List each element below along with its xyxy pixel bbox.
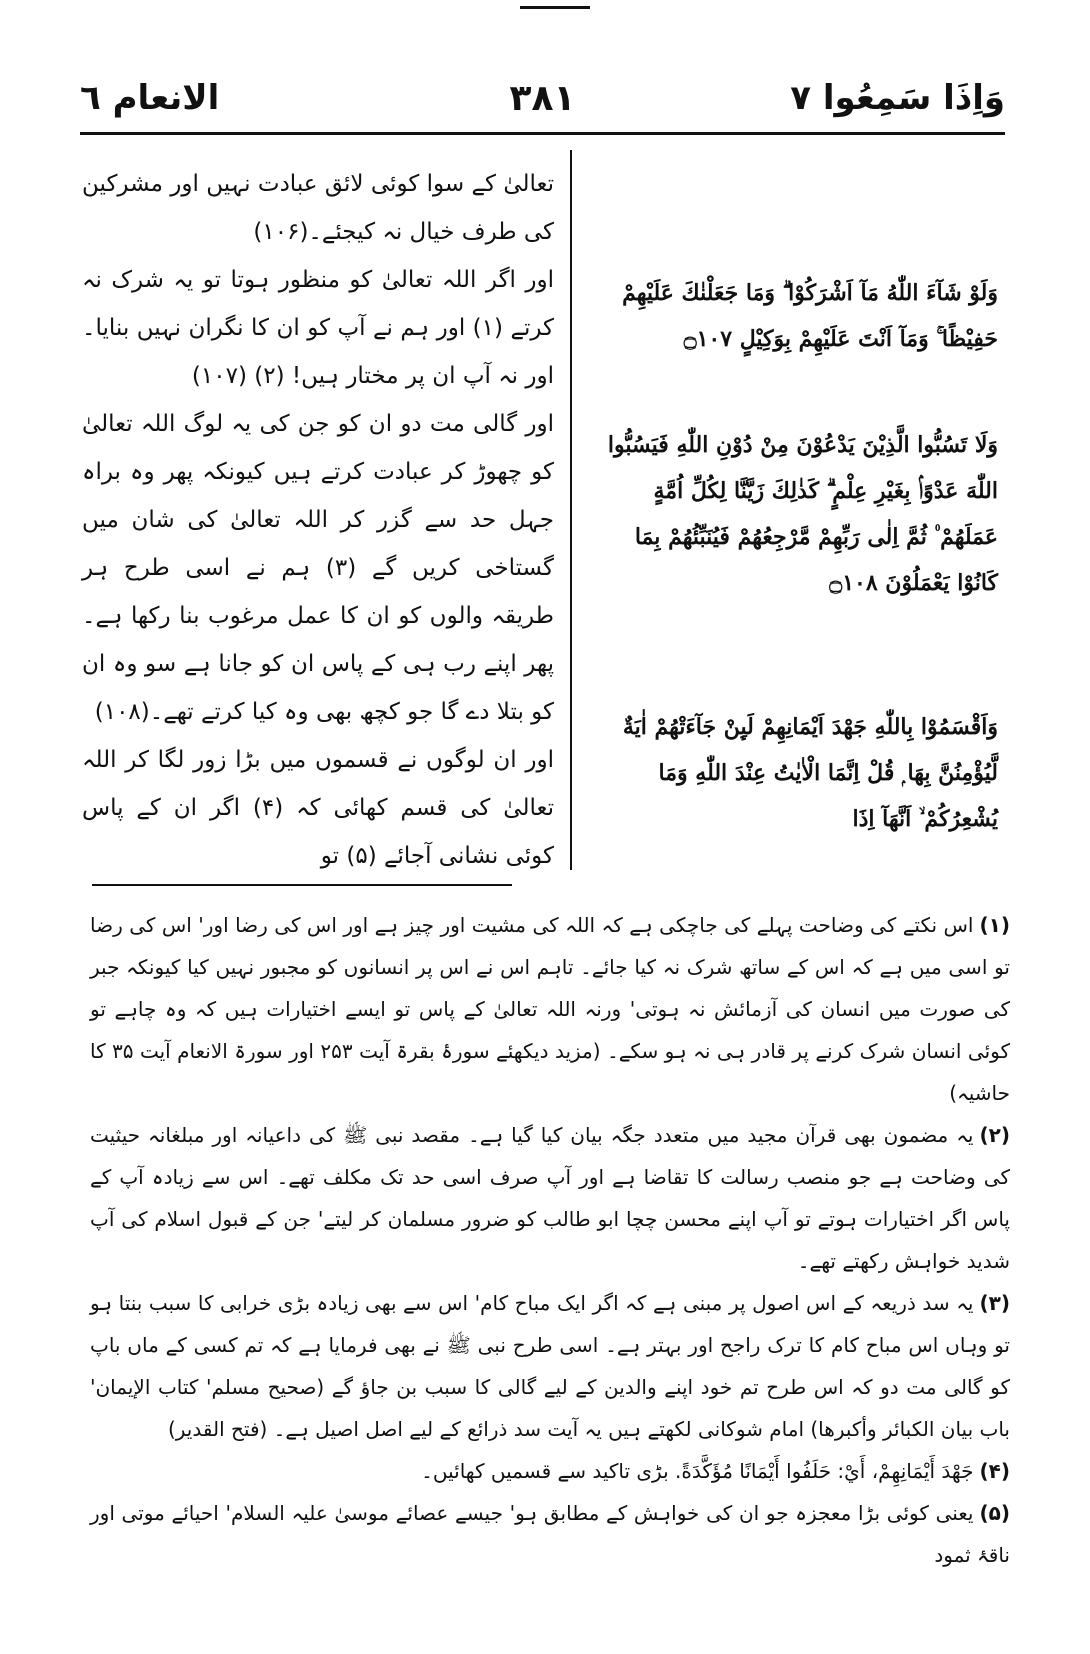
footnote-rule bbox=[92, 884, 512, 886]
translation-column bbox=[82, 160, 554, 880]
top-rule bbox=[520, 6, 590, 9]
footnote-text: یہ سد ذریعہ کے اس اصول پر مبنی ہے کہ اگر ایک مباح کام' اس سے بھی زیادہ بڑی خرابی کا سبب بنتا ہو تو وہاں اس مباح کام کا ترک راجح اور بہتر ہے۔ اسی طرح نبی ﷺ نے بھی فرمایا ہے کہ تم کسی کے ماں باپ کو گالی مت دو کہ اس طرح تم خود اپنے والدین کے لیے گالی کا سبب بن جاؤ گے (صحیح مسلم' کتاب الإیمان' باب بیان الكبائر وأکبرها) امام شوکانی لکھتے ہیں یہ آیت سد ذرائع کے لیے اصل اصیل ہے۔ (فتح القدیر) bbox=[90, 1291, 1010, 1441]
footnote-number: (۲) bbox=[979, 1123, 1010, 1147]
footnote bbox=[90, 904, 1010, 1114]
page-header bbox=[80, 72, 1005, 135]
juz-name: وَاِذَا سَمِعُوا ٧ bbox=[790, 78, 1005, 118]
footnote bbox=[90, 1114, 1010, 1282]
footnote-text: جَهْدَ أَيْمَانِهِمْ، أَيْ: حَلَفُوا أَيْمَانًا مُؤَكَّدَةً. بڑی تاکید سے قسمیں کھائیں۔ bbox=[421, 1459, 974, 1483]
footnote-text: یعنی کوئی بڑا معجزہ جو ان کی خواہش کے مطابق ہو' جیسے عصائے موسیٰ علیہ السلام' احیائے موتی اور ناقۂ ثمود bbox=[90, 1501, 1010, 1567]
arabic-column bbox=[588, 270, 998, 906]
page-number: ٣٨١ bbox=[509, 78, 576, 119]
translation-paragraph: تعالیٰ کے سوا کوئی لائق عبادت نہیں اور مشرکین کی طرف خیال نہ کیجئے۔(۱۰۶) bbox=[82, 171, 554, 245]
footnote-text: اس نکتے کی وضاحت پہلے کی جاچکی ہے کہ اللہ کی مشیت اور چیز ہے اور اس کی رضا اور' اس کی رضا تو اسی میں ہے کہ اس کے ساتھ شرک نہ کیا جائے۔ تاہم اس نے اس پر انسانوں کو مجبور نہیں کیا کیونکہ جبر کی صورت میں انسان کی آزمائش نہ ہوتی' ورنہ اللہ تعالیٰ کے پاس تو ایسے اختیارات ہیں کہ وہ چاہے تو کوئی انسان شرک کرنے پر قادر ہی نہ ہو سکے۔ (مزید دیکھئے سورۂ بقرۃ آیت ۲۵۳ اور سورۃ الانعام آیت ۳۵ کا حاشیہ) bbox=[90, 913, 1010, 1105]
translation-paragraph: اور ان لوگوں نے قسموں میں بڑا زور لگا کر اللہ تعالیٰ کی قسم کھائی کہ (۴) اگر ان کے پاس کوئی نشانی آجائے (۵) تو bbox=[82, 747, 554, 869]
translation-paragraph: اور اگر اللہ تعالیٰ کو منظور ہوتا تو یہ شرک نہ کرتے (۱) اور ہم نے آپ کو ان کا نگران نہیں بنایا۔ اور نہ آپ ان پر مختار ہیں! (۲) (۱۰۷) bbox=[82, 267, 554, 389]
footnote-number: (۳) bbox=[979, 1291, 1010, 1315]
arabic-ayah: وَلَا تَسُبُّوا الَّذِيْنَ يَدْعُوْنَ مِنْ دُوْنِ اللّٰهِ فَيَسُبُّوا اللّٰهَ عَدْوًاۢ بِغَيْرِ عِلْمٍ ۗ كَذٰلِكَ زَيَّنَّا لِكُلِّ اُمَّةٍ عَمَلَهُمْ ۠ ثُمَّ اِلٰى رَبِّهِمْ مَّرْجِعُهُمْ فَيُنَبِّئُهُمْ بِمَا كَانُوْا يَعْمَلُوْنَ ۝١٠٨ bbox=[607, 432, 998, 596]
footnote-number: (۱) bbox=[979, 913, 1010, 937]
footnote bbox=[90, 1282, 1010, 1450]
column-divider bbox=[570, 150, 572, 870]
footnote bbox=[90, 1450, 1010, 1492]
footnote-number: (۴) bbox=[979, 1459, 1010, 1483]
translation-paragraph: اور گالی مت دو ان کو جن کی یہ لوگ اللہ تعالیٰ کو چھوڑ کر عبادت کرتے ہیں کیونکہ پھر وہ براہ جہل حد سے گزر کر اللہ تعالیٰ کی شان میں گستاخی کریں گے (۳) ہم نے اسی طرح ہر طریقہ والوں کو ان کا عمل مرغوب بنا رکھا ہے۔ پھر اپنے رب ہی کے پاس ان کو جانا ہے سو وہ ان کو بتلا دے گا جو کچھ بھی وہ کیا کرتے تھے۔(۱۰۸) bbox=[82, 411, 554, 725]
footnotes bbox=[90, 904, 1010, 1576]
footnote-text: یہ مضمون بھی قرآن مجید میں متعدد جگہ بیان کیا گیا ہے۔ مقصد نبی ﷺ کی داعیانہ اور مبلغانہ حیثیت کی وضاحت ہے جو منصب رسالت کا تقاضا ہے اور آپ صرف اسی حد تک مکلف تھے۔ اس سے زیادہ آپ کے پاس اگر اختیارات ہوتے تو آپ اپنے محسن چچا ابو طالب کو ضرور مسلمان کر لیتے' جن کے قبول اسلام کی آپ شدید خواہش رکھتے تھے۔ bbox=[90, 1123, 1010, 1273]
footnote-number: (۵) bbox=[979, 1501, 1010, 1525]
footnote bbox=[90, 1492, 1010, 1576]
surah-name: الانعام ٦ bbox=[80, 78, 220, 118]
arabic-ayah: وَلَوْ شَآءَ اللّٰهُ مَآ اَشْرَكُوْا ۗ وَمَا جَعَلْنٰكَ عَلَيْهِمْ حَفِيْظًا ۚ وَمَآ اَنْتَ عَلَيْهِمْ بِوَكِيْلٍ ۝١٠٧ bbox=[622, 280, 998, 352]
arabic-ayah: وَاَقْسَمُوْا بِاللّٰهِ جَهْدَ اَيْمَانِهِمْ لَىِٕنْ جَآءَتْهُمْ اٰيَةٌ لَّيُؤْمِنُنَّ بِهَا ۭ قُلْ اِنَّمَا الْاٰيٰتُ عِنْدَ اللّٰهِ وَمَا يُشْعِرُكُمْ ۙ اَنَّهَآ اِذَا bbox=[622, 714, 998, 832]
